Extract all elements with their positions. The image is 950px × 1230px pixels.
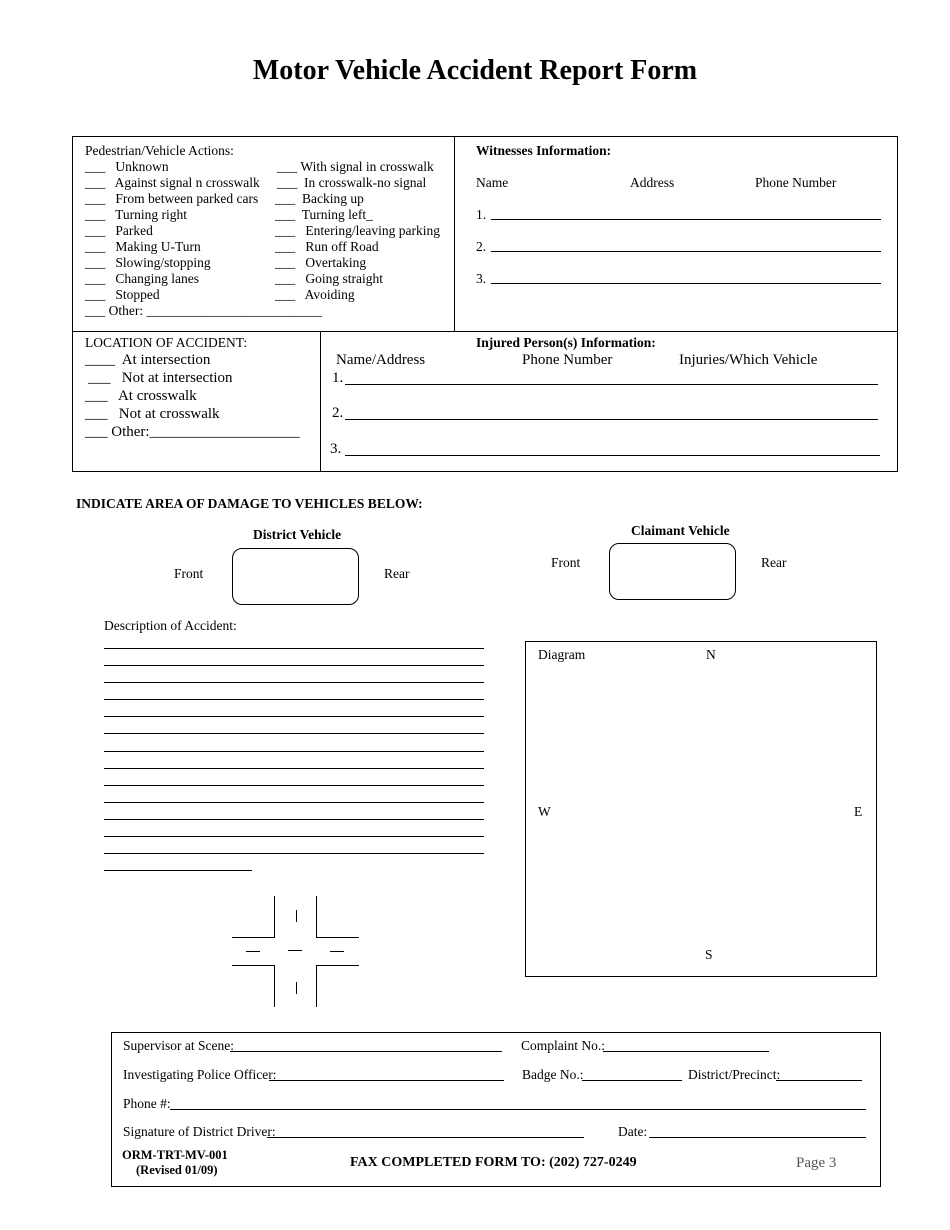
compass-west: W <box>538 804 551 819</box>
badge-label: Badge No.: <box>522 1067 584 1082</box>
action-label: Making U-Turn <box>115 239 201 254</box>
lane-marking <box>330 951 344 952</box>
action-label: From between parked cars <box>115 191 259 206</box>
road-edge <box>274 896 275 938</box>
fax-instructions: FAX COMPLETED FORM TO: (202) 727-0249 <box>350 1155 637 1170</box>
action-item[interactable]: ___ Turning right <box>85 207 188 222</box>
description-line[interactable] <box>104 733 484 734</box>
action-item[interactable]: ___ Run off Road <box>275 239 379 254</box>
injured-row-number: 3. <box>330 441 342 457</box>
top-divider <box>454 136 455 332</box>
road-edge <box>316 965 317 1007</box>
action-label: Going straight <box>305 271 383 286</box>
action-item[interactable]: ___ Parked <box>85 223 153 238</box>
district-label: District/Precinct: <box>688 1067 781 1082</box>
witness-col-phone: Phone Number <box>755 175 837 190</box>
action-other-field[interactable]: ___ Other: __________________________ <box>85 303 322 318</box>
action-item[interactable]: ___ Avoiding <box>275 287 355 302</box>
injured-row-number: 2. <box>332 405 344 421</box>
page-title: Motor Vehicle Accident Report Form <box>252 55 698 86</box>
action-label: Against signal n crosswalk <box>114 175 260 190</box>
location-label: At crosswalk <box>117 388 197 404</box>
location-label: At intersection <box>121 352 211 368</box>
middle-divider <box>72 331 898 332</box>
injured-heading: Injured Person(s) Information: <box>476 335 656 350</box>
injured-row-number: 1. <box>332 370 344 386</box>
description-line[interactable] <box>104 665 484 666</box>
supervisor-field[interactable] <box>230 1051 502 1052</box>
date-label: Date: <box>618 1124 648 1139</box>
location-heading: LOCATION OF ACCIDENT: <box>85 335 248 350</box>
action-label: Unknown <box>115 159 169 174</box>
action-item[interactable]: ___ Slowing/stopping <box>85 255 211 270</box>
badge-field[interactable] <box>582 1080 682 1081</box>
officer-field[interactable] <box>269 1080 504 1081</box>
action-item[interactable]: ___ With signal in crosswalk <box>277 159 434 174</box>
description-line[interactable] <box>104 648 484 649</box>
action-item[interactable]: ___ From between parked cars <box>85 191 259 206</box>
road-edge <box>316 965 359 966</box>
form-id: ORM-TRT-MV-001 <box>122 1148 228 1162</box>
claimant-vehicle-label: Claimant Vehicle <box>631 523 730 538</box>
page-number: Page 3 <box>796 1155 837 1171</box>
action-item[interactable]: ___ Unknown <box>85 159 169 174</box>
witness-row-line[interactable] <box>491 283 881 284</box>
description-line[interactable] <box>104 802 484 803</box>
description-line[interactable] <box>104 853 484 854</box>
description-line[interactable] <box>104 699 484 700</box>
location-other-label: Other: <box>111 424 150 440</box>
action-label: Entering/leaving parking <box>305 223 440 238</box>
witnesses-heading: Witnesses Information: <box>476 143 612 158</box>
road-edge <box>274 965 275 1007</box>
witness-row-line[interactable] <box>491 219 881 220</box>
lane-marking <box>296 910 297 922</box>
complaint-label: Complaint No.: <box>521 1038 605 1053</box>
witness-row-number: 3. <box>476 271 487 286</box>
district-field[interactable] <box>776 1080 862 1081</box>
compass-east: E <box>854 804 863 819</box>
location-option[interactable]: ___ At crosswalk <box>85 388 197 404</box>
phone-label: Phone #: <box>123 1096 171 1111</box>
description-line[interactable] <box>104 716 484 717</box>
lower-divider <box>320 331 321 472</box>
district-front-label: Front <box>174 566 204 581</box>
phone-field[interactable] <box>170 1109 866 1110</box>
action-label: Avoiding <box>304 287 355 302</box>
diagram-box[interactable] <box>525 641 877 977</box>
witness-row-number: 2. <box>476 239 487 254</box>
action-label: Turning left_ <box>301 207 373 222</box>
action-item[interactable]: ___ Stopped <box>85 287 160 302</box>
action-item[interactable]: ___ Entering/leaving parking <box>275 223 440 238</box>
signature-label: Signature of District Driver: <box>123 1124 276 1139</box>
location-option[interactable]: ___ Not at intersection <box>88 370 233 386</box>
action-label: Run off Road <box>305 239 379 254</box>
description-line[interactable] <box>104 819 484 820</box>
action-item[interactable]: ___ In crosswalk-no signal <box>277 175 427 190</box>
claimant-rear-label: Rear <box>761 555 787 570</box>
witness-row-number: 1. <box>476 207 487 222</box>
witness-row-line[interactable] <box>491 251 881 252</box>
action-label: Changing lanes <box>115 271 199 286</box>
action-item[interactable]: ___ Turning left_ <box>275 207 373 222</box>
action-label: Slowing/stopping <box>115 255 211 270</box>
injured-row-line[interactable] <box>345 384 878 385</box>
action-label: Backing up <box>302 191 364 206</box>
action-item[interactable]: ___ Against signal n crosswalk <box>85 175 260 190</box>
action-other-label: Other: <box>108 303 144 318</box>
lane-marking <box>296 982 297 994</box>
road-edge <box>232 965 275 966</box>
lane-marking <box>288 950 302 951</box>
actions-heading: Pedestrian/Vehicle Actions: <box>85 143 234 158</box>
location-option[interactable]: ___ Not at crosswalk <box>85 406 220 422</box>
description-line[interactable] <box>104 785 484 786</box>
witness-col-name: Name <box>476 175 509 190</box>
description-line[interactable] <box>104 768 484 769</box>
action-item[interactable]: ___ Backing up <box>275 191 364 206</box>
description-line[interactable] <box>104 751 484 752</box>
road-edge <box>232 937 275 938</box>
action-label: In crosswalk-no signal <box>304 175 427 190</box>
action-label: Parked <box>115 223 153 238</box>
district-vehicle-label: District Vehicle <box>253 527 342 542</box>
road-edge <box>316 937 359 938</box>
injured-col-name: Name/Address <box>336 352 426 368</box>
action-label: Overtaking <box>305 255 367 270</box>
description-label: Description of Accident: <box>104 618 237 633</box>
lane-marking <box>246 951 260 952</box>
description-line[interactable] <box>104 836 484 837</box>
action-label: Turning right <box>115 207 188 222</box>
complaint-field[interactable] <box>603 1051 769 1052</box>
date-field[interactable] <box>649 1137 866 1138</box>
injured-row-line[interactable] <box>345 419 878 420</box>
district-vehicle-box[interactable] <box>232 548 359 605</box>
action-item[interactable]: ___ Changing lanes <box>85 271 199 286</box>
officer-label: Investigating Police Officer: <box>123 1067 277 1082</box>
diagram-label: Diagram <box>538 647 586 662</box>
action-label: With signal in crosswalk <box>300 159 434 174</box>
claimant-front-label: Front <box>551 555 581 570</box>
injured-col-injuries: Injuries/Which Vehicle <box>679 352 818 368</box>
action-label: Stopped <box>115 287 160 302</box>
description-lines[interactable] <box>104 648 484 887</box>
action-item[interactable]: ___ Overtaking <box>275 255 367 270</box>
form-revision: (Revised 01/09) <box>136 1163 218 1177</box>
action-item[interactable]: ___ Making U-Turn <box>85 239 201 254</box>
location-option[interactable]: ____ At intersection <box>85 352 211 368</box>
compass-north: N <box>706 647 716 662</box>
signature-field[interactable] <box>267 1137 584 1138</box>
supervisor-label: Supervisor at Scene: <box>123 1038 234 1053</box>
damage-heading: INDICATE AREA OF DAMAGE TO VEHICLES BELOW: <box>76 496 423 511</box>
location-other-field[interactable]: ___ Other:____________________ <box>85 424 300 440</box>
injured-row-line[interactable] <box>345 455 880 456</box>
description-line[interactable] <box>104 682 484 683</box>
injured-col-phone: Phone Number <box>522 352 613 368</box>
compass-south: S <box>705 947 713 962</box>
action-item[interactable]: ___ Going straight <box>275 271 383 286</box>
location-label: Not at crosswalk <box>118 406 220 422</box>
district-rear-label: Rear <box>384 566 410 581</box>
witness-col-address: Address <box>630 175 675 190</box>
description-line[interactable] <box>104 870 252 871</box>
location-label: Not at intersection <box>121 370 233 386</box>
road-edge <box>316 896 317 938</box>
claimant-vehicle-box[interactable] <box>609 543 736 600</box>
